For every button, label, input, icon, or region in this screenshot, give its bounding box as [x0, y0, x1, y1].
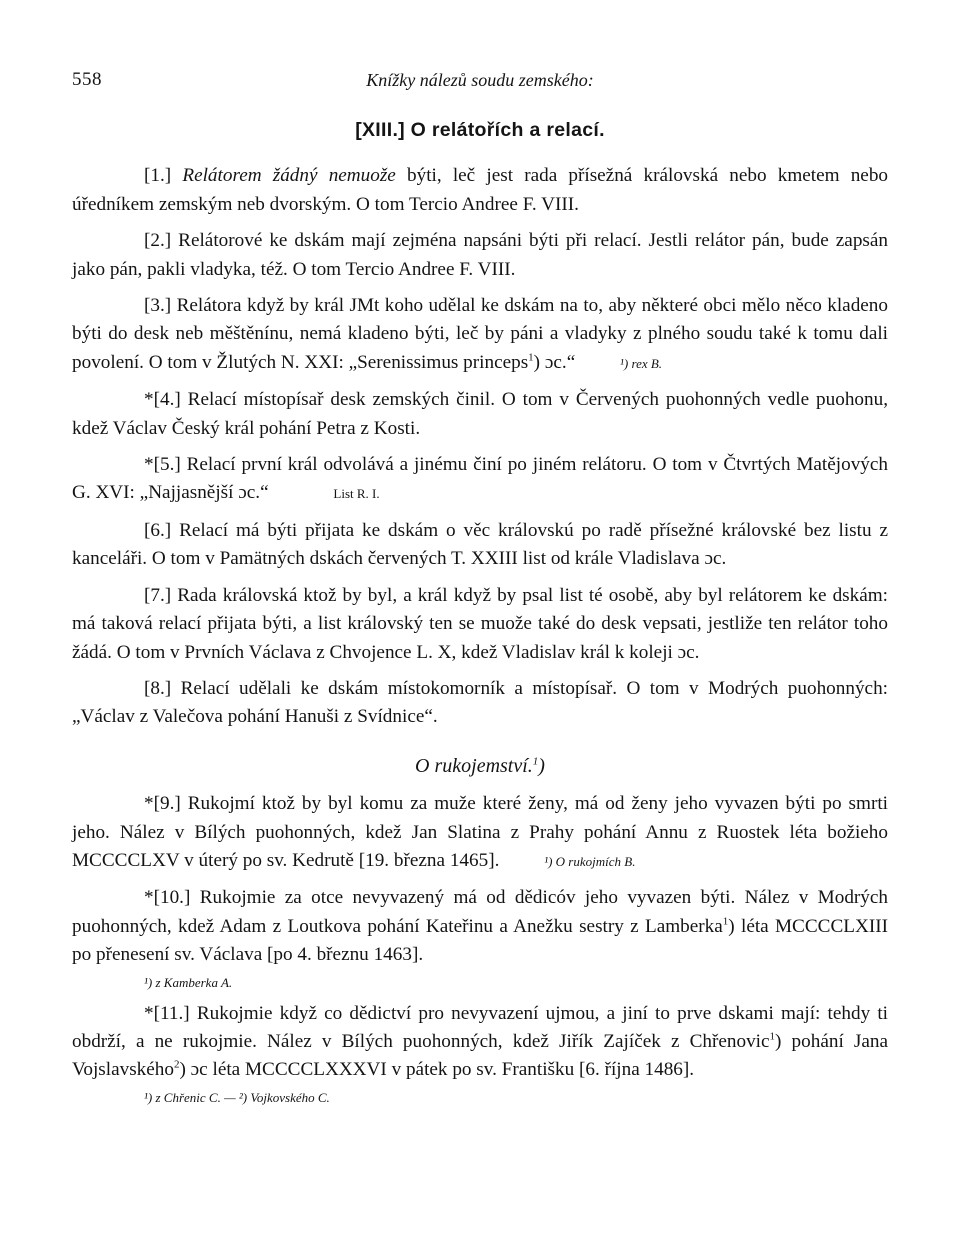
running-title: Knížky nálezů soudu zemského:	[366, 70, 594, 90]
paragraph-3	[72, 292, 888, 378]
paragraph-text: Rukojmie za otce nevyvazený má od dědicóv jeho vyvazen býti. Nález v Modrých puohonných, kdež Adam z Loutkova pohání Kateřinu a Anežku sestry z Lamberka	[72, 887, 889, 937]
paragraph-text-after: ) ɔc.“	[533, 351, 576, 373]
paragraph-text: Relací první král odvolává a jinému činí po jiném relátoru. O tom v Čtvrtých Matějových G. XVI: „Najjasnější ɔc.“	[72, 454, 889, 504]
marginal-note: ¹) rex B.	[620, 355, 663, 371]
paragraph-text: Rukojmí ktož by byl komu za muže které ženy, má od ženy jeho vyvazen býti po smrti jeho. Nález v Bílých puohonných, kdež Jan Slatina z Prahy pohání Annu z Ruostek léta božieho MCCCCLXV v úterý po sv. Kedrutě [19. března 1465].	[72, 793, 888, 871]
paragraph-marker: *[4.]	[144, 389, 181, 411]
paragraph-text-mid: ) pohání Jana Vojslavského	[72, 1030, 888, 1081]
running-head	[72, 56, 888, 96]
paragraph-text-after: ) ɔc léta MCCCCLXXXVI v pátek po sv. Františku [6. října 1486].	[179, 1059, 695, 1081]
subsection-title: O rukojemství.$^1$)	[415, 754, 545, 777]
paragraph-10	[72, 884, 888, 969]
paragraph-9	[72, 790, 888, 876]
paragraph-1	[72, 162, 888, 219]
paragraph-7	[72, 582, 888, 667]
paragraph-marker: [7.]	[144, 584, 172, 606]
paragraph-text: Rada královská ktož by byl, a král když by psal list té osobě, aby byl relátorem ke dskám: má taková relací přijata býti, a list královský ten se muože také do desk vepsati, jestliže ten relátor toho žádá. O tom v Prvních Václava z Chvojence L. X, kdež Vladislav král k koleji ɔc.	[72, 584, 888, 663]
paragraph-marker: [2.]	[144, 230, 172, 252]
book-page	[72, 56, 888, 1115]
paragraph-text: Rukojmie když co dědictví pro nevyvazení ujmou, a jiní to prve dskami mají: tehdy ti obdrží, a ne rukojmie. Nález v Bílých puohonných, kdež Jiřík Zajíček z Chřenovic	[72, 1002, 889, 1052]
page-number: 558	[72, 69, 102, 90]
footnote-ref: 1	[769, 1030, 776, 1043]
footnote-ref: 1	[528, 351, 534, 364]
paragraph-marker: *[10.]	[144, 887, 191, 909]
paragraph-text: Relací má býti přijata ke dskám o věc královskú po radě přísežné královské bez listu z kanceláři. O tom v Pamätných dskách červených T. XXIII list od krále Vladislava ɔc.	[72, 519, 888, 570]
paragraph-8	[72, 675, 888, 732]
footnote-ref: 1	[532, 755, 539, 768]
paragraph-marker: [1.]	[144, 165, 172, 187]
paragraph-4	[72, 386, 888, 443]
section-title: [XIII.] O relátořích a relací.	[355, 119, 605, 141]
paragraph-marker: [6.]	[144, 519, 172, 541]
paragraph-marker: *[11.]	[144, 1002, 190, 1024]
paragraph-marker: *[9.]	[144, 793, 181, 815]
subsection-title-text: O rukojemství.	[415, 754, 533, 777]
paragraph-text: Relací udělali ke dskám místokomorník a místopísař. O tom v Modrých puohonných: „Václav z Valečova pohání Hanuši z Svídnice“.	[72, 677, 888, 728]
marginal-note: List R. I.	[333, 486, 380, 502]
footnote-ref: 2	[173, 1058, 180, 1071]
paragraph-5	[72, 451, 888, 509]
paragraph-marker: [8.]	[144, 677, 172, 699]
paragraph-11	[72, 1000, 888, 1085]
paragraph-marker: [3.]	[144, 295, 172, 317]
paragraph-text: Relací místopísař desk zemských činil. O tom v Červených puohonných vedle puohonu, kdež Václav Český král pohání Petra z Kosti.	[72, 389, 889, 439]
footnote: ¹) z Chřenic C. — ²) Vojkovského C.	[144, 1089, 330, 1105]
paragraph-2	[72, 227, 888, 284]
paragraph-6	[72, 517, 888, 574]
paragraph-emphasis: Relátorem žádný nemuože	[182, 165, 396, 187]
paragraph-text: Relátorové ke dskám mají zejména napsáni býti při relací. Jestli relátor pán, bude zapsán jako pán, pakli vladyka, též. O tom Tercio Andree F. VIII.	[72, 230, 888, 280]
paragraph-text: Relátora když by král JMt koho udělal ke dskám na to, aby některé obci mělo něco kladeno býti do desk neb měštěnínu, nemá kladeno býti, leč by páni a vladyky z plného soudu také k tomu dali povolení. O tom v Žlutých N. XXI: „Serenissimus princeps	[72, 295, 888, 373]
paragraph-marker: *[5.]	[144, 454, 181, 476]
paragraph-text: býti, leč jest rada přísežná královská nebo kmetem nebo úředníkem zemským neb dvorským. O tom Tercio Andree F. VIII.	[72, 165, 889, 215]
footnote: ¹) z Kamberka A.	[144, 974, 233, 990]
footnote-ref: 1	[722, 915, 729, 928]
marginal-note: ¹) O rukojmích B.	[544, 853, 636, 869]
paragraph-text-after: ) léta MCCCCLXIII po přenesení sv. Václava [po 4. březnu 1463].	[72, 915, 888, 966]
